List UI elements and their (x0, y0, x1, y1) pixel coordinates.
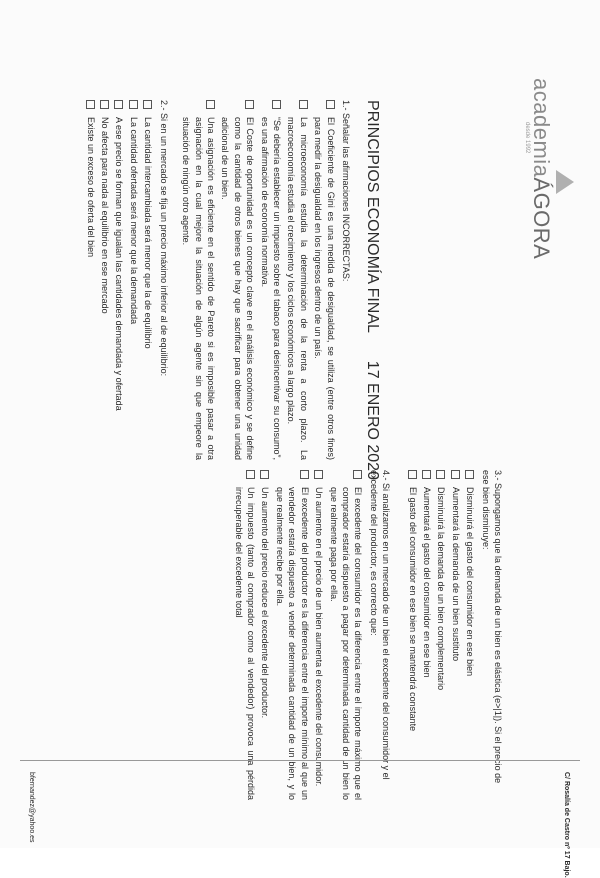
logo-triangle-icon (556, 170, 574, 194)
q3-option-2-text: Aumentará la demanda de un bien sustituto (450, 487, 461, 662)
q4-option-1-text: El excedente del consumidor es la diferencia entre el importe máximo que el comprador estaría dispuesto a pagar por determinada cantidad de un bien lo que realmente paga por ella. (328, 487, 364, 800)
q1-option-5 (180, 100, 217, 460)
academia-logo (524, 78, 554, 260)
q1-option-2 (285, 100, 310, 460)
checkbox[interactable] (326, 100, 335, 109)
q2-option-4-text: No afecta para nada al equilibrio en ese mercado (100, 117, 111, 314)
footer-email: bfernandez@yahoo.es (28, 772, 35, 843)
checkbox[interactable] (272, 100, 281, 109)
q1-option-3-text: “Se debería establecer un impuesto sobre el tabaco para desincentivar su consumo”, es una afirmación de economía normativa. (259, 117, 282, 460)
checkbox[interactable] (408, 470, 417, 479)
q1-option-2-text: La microeconomía estudia la determinación de la renta a corto plazo. La macroeconomía estudia el crecimiento y los ciclos económicos a largo plazo. (286, 117, 309, 460)
q4-option-5 (232, 470, 257, 800)
footer-divider (20, 760, 580, 761)
right-column (230, 470, 504, 800)
checkbox[interactable] (353, 470, 362, 479)
question-3 (406, 470, 504, 800)
q3-option-1 (464, 470, 476, 800)
checkbox[interactable] (245, 100, 254, 109)
q3-option-5-text: El gasto del consumidor en ese bien se mantendrá constante (407, 487, 418, 732)
logo-subtitle: desde 1992 (524, 122, 530, 154)
checkbox[interactable] (299, 100, 308, 109)
exam-header (362, 100, 382, 480)
left-column (82, 100, 382, 480)
q2-option-5 (84, 100, 96, 460)
q3-option-4 (421, 470, 433, 800)
checkbox[interactable] (246, 470, 255, 479)
q3-option-5 (406, 470, 418, 800)
q2-option-5-text: Existe un exceso de oferta del bien (85, 117, 96, 258)
q3-option-2 (449, 470, 461, 800)
checkbox[interactable] (143, 100, 152, 109)
exam-date: 17 ENERO 2020 (364, 360, 381, 480)
checkbox[interactable] (451, 470, 460, 479)
q2-option-2-text: La cantidad ofertada será menor que la demandada (128, 117, 139, 325)
checkbox[interactable] (261, 470, 270, 479)
checkbox[interactable] (314, 470, 323, 479)
q4-option-4 (259, 470, 271, 800)
logo-word-b: ÁGORA (529, 177, 554, 260)
checkbox[interactable] (465, 470, 474, 479)
logo-word-a: academia (529, 78, 554, 178)
q4-option-3-text: El excedente del productor es la diferencia entre el importe mínimo al que un vendedor estaría dispuesto a vender determinada cantidad de un bien, y lo que realmente recibe por ella. (274, 487, 310, 800)
checkbox[interactable] (436, 470, 445, 479)
checkbox[interactable] (129, 100, 138, 109)
q3-option-4-text: Aumentará el gasto del consumidor en ese bien (421, 487, 432, 678)
q4-option-4-text: Un aumento del precio reduce el excedente del productor. (260, 487, 271, 719)
exam-title: PRINCIPIOS ECONOMÍA FINAL (364, 100, 381, 333)
checkbox[interactable] (100, 100, 109, 109)
checkbox[interactable] (422, 470, 431, 479)
question-2-stem: 2.- Si en un mercado se fija un precio máximo inferior al de equilibrio: (158, 100, 169, 377)
q1-option-4-text: El Coste de oportunidad es un concepto clave en el análisis económico y se define como la cantidad de otros bienes que hay que sacrificar para obtener una unidad adicional de un bien. (220, 117, 256, 460)
q2-option-1-text: La cantidad intercambiada será menor que la de equilibrio (143, 117, 154, 349)
question-4 (232, 470, 392, 800)
question-2 (84, 100, 169, 460)
q2-option-3-text: A ese precio se forman que igualan las cantidades demandada y ofertada (114, 117, 125, 411)
q2-option-1 (142, 100, 154, 460)
question-3-stem: 3.- Supongamos que la demanda de un bien es elástica (e>|1|). Si el precio de ese bien disminuye: (480, 470, 503, 784)
q1-option-5-text: Una asignación es eficiente en el sentido de Pareto si es imposible pasar a otra asignación en la cual mejore la situación de algún agente sin que empeore la situación de ningún otro agente. (181, 117, 216, 460)
checkbox[interactable] (300, 470, 309, 479)
q3-option-3 (435, 470, 447, 800)
q2-option-3 (113, 100, 125, 460)
q2-option-2 (128, 100, 140, 460)
q3-option-1-text: Disminuirá el gasto del consumidor en ese bien (465, 487, 476, 677)
q1-option-1-text: El Coeficiente de Gini es una medida de desigualdad, se utiliza (entre otros fines) para medir la desigualdad en los ingresos dentro de un país. (313, 117, 336, 460)
q4-option-5-text: Un impuesto (tanto al comprador como al vendedor) provoca una pérdida irrecuperable del excedente total (233, 487, 257, 800)
q1-option-3 (258, 100, 283, 460)
q4-option-1 (327, 470, 364, 800)
q3-option-3-text: Disminuirá la demanda de un bien complementario (436, 487, 447, 691)
question-4-stem: 4.- Si analizamos en un mercado de un bien el excedente del consumidor y el excedente del productor, es correcto que: (368, 470, 392, 780)
q4-option-3 (274, 470, 311, 800)
q4-option-2 (313, 470, 325, 800)
footer-address: C/ Rosalía de Castro nº 17 Bajo. (563, 772, 570, 878)
question-1 (180, 100, 352, 460)
question-1-stem: 1.- Señalar las afirmaciones INCORRECTAS: (341, 100, 351, 282)
checkbox[interactable] (206, 100, 215, 109)
q1-option-1 (312, 100, 337, 460)
checkbox[interactable] (86, 100, 95, 109)
q1-option-4 (219, 100, 256, 460)
q2-option-4 (99, 100, 111, 460)
q4-option-2-text: Un aumento en el precio de un bien aumenta el excedente del consumidor. (314, 487, 325, 787)
checkbox[interactable] (115, 100, 124, 109)
